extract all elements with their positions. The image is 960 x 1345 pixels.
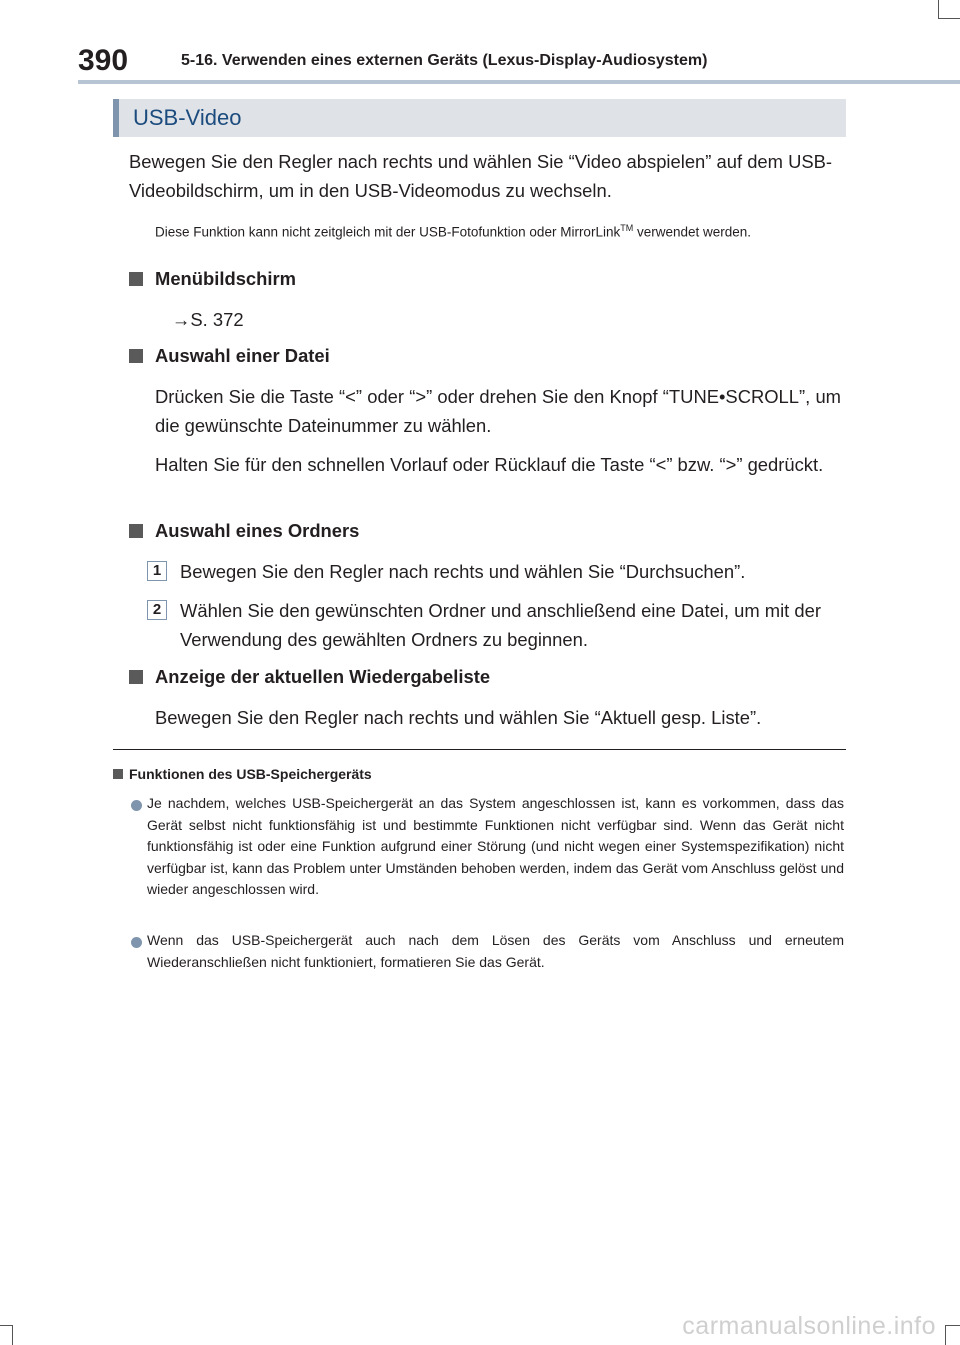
file-select-paragraph-1: Drücken Sie die Taste “<” oder “>” oder drehen Sie den Knopf “TUNE•SCROLL”, um die gewünschte Dateinummer zu wählen. (155, 386, 841, 436)
square-bullet-icon (113, 769, 123, 779)
crop-mark (945, 1325, 946, 1345)
heading-menu-screen (129, 268, 296, 290)
square-bullet-icon (129, 349, 143, 363)
crop-mark (0, 1325, 12, 1326)
file-select-paragraph-2: Halten Sie für den schnellen Vorlauf oder Rücklauf die Taste “<” bzw. “>” gedrückt. (155, 454, 824, 475)
trademark-sup: TM (620, 223, 634, 233)
footnote-heading (113, 766, 372, 782)
note-text-1: Diese Funktion kann nicht zeitgleich mit der USB-Fotofunktion oder MirrorLink (155, 224, 621, 240)
section-title-bar (113, 99, 846, 137)
step-text-2: Wählen Sie den gewünschten Ordner und anschließend eine Datei, um mit der Verwendung des gewählten Ordners zu beginnen. (180, 600, 821, 650)
chapter-title: 5-16. Verwenden eines externen Geräts (Lexus-Display-Audiosystem) (181, 52, 708, 69)
playlist-paragraph: Bewegen Sie den Regler nach rechts und wählen Sie “Aktuell gesp. Liste”. (155, 707, 762, 728)
header-rule (78, 80, 960, 84)
crop-mark (938, 18, 960, 19)
section-divider (113, 749, 846, 750)
note-text-2: verwendet werden. (633, 224, 752, 240)
note-paragraph (155, 219, 841, 242)
footnote-bullet-2: Wenn das USB-Speichergerät auch nach dem Lösen des Geräts vom Anschluss und erneutem Wiederanschließen nicht funktioniert, formatieren Sie das Gerät. (147, 932, 844, 970)
crop-mark (945, 1325, 960, 1326)
heading-file-select (129, 345, 330, 367)
step-number-1: 1 (147, 561, 167, 581)
heading-playlist-label: Anzeige der aktuellen Wiedergabeliste (155, 666, 491, 687)
section-title: USB-Video (133, 105, 242, 130)
page-number: 390 (78, 44, 129, 77)
watermark-url: carmanualsonline.info (682, 1312, 936, 1340)
footnote-heading-label: Funktionen des USB-Speichergeräts (129, 766, 372, 782)
step-text-1: Bewegen Sie den Regler nach rechts und wählen Sie “Durchsuchen”. (180, 561, 746, 582)
heading-folder-select (129, 520, 359, 542)
intro-paragraph: Bewegen Sie den Regler nach rechts und wählen Sie “Video abspielen” auf dem USB-Videobildschirm, um in den USB-Videomodus zu wechseln. (129, 151, 833, 201)
round-bullet-icon (131, 800, 142, 811)
page-reference-link[interactable]: →S. 372 (172, 309, 244, 330)
crop-mark (12, 1325, 13, 1345)
square-bullet-icon (129, 670, 143, 684)
footnote-bullet-1: Je nachdem, welches USB-Speichergerät an das System angeschlossen ist, kann es vorkommen, dass das Gerät selbst nicht funktionsfähig ist und bestimmte Funktionen nicht verfügbar sind. Wenn das Gerät nicht funktionsfähig ist oder eine Funktion aufgrund einer Störung (und nicht wegen einer Systemspezifikation) nicht verfügbar ist, kann das Problem unter Umständen behoben werden, indem das Gerät vom Anschluss gelöst und wieder angeschlossen wird. (147, 795, 844, 897)
crop-mark (938, 0, 939, 18)
heading-folder-select-label: Auswahl eines Ordners (155, 520, 360, 541)
heading-menu-screen-label: Menübildschirm (155, 268, 297, 289)
step-number-2: 2 (147, 600, 167, 620)
square-bullet-icon (129, 272, 143, 286)
heading-playlist (129, 666, 490, 688)
heading-file-select-label: Auswahl einer Datei (155, 345, 330, 366)
round-bullet-icon (131, 937, 142, 948)
page-header (78, 38, 898, 82)
square-bullet-icon (129, 524, 143, 538)
